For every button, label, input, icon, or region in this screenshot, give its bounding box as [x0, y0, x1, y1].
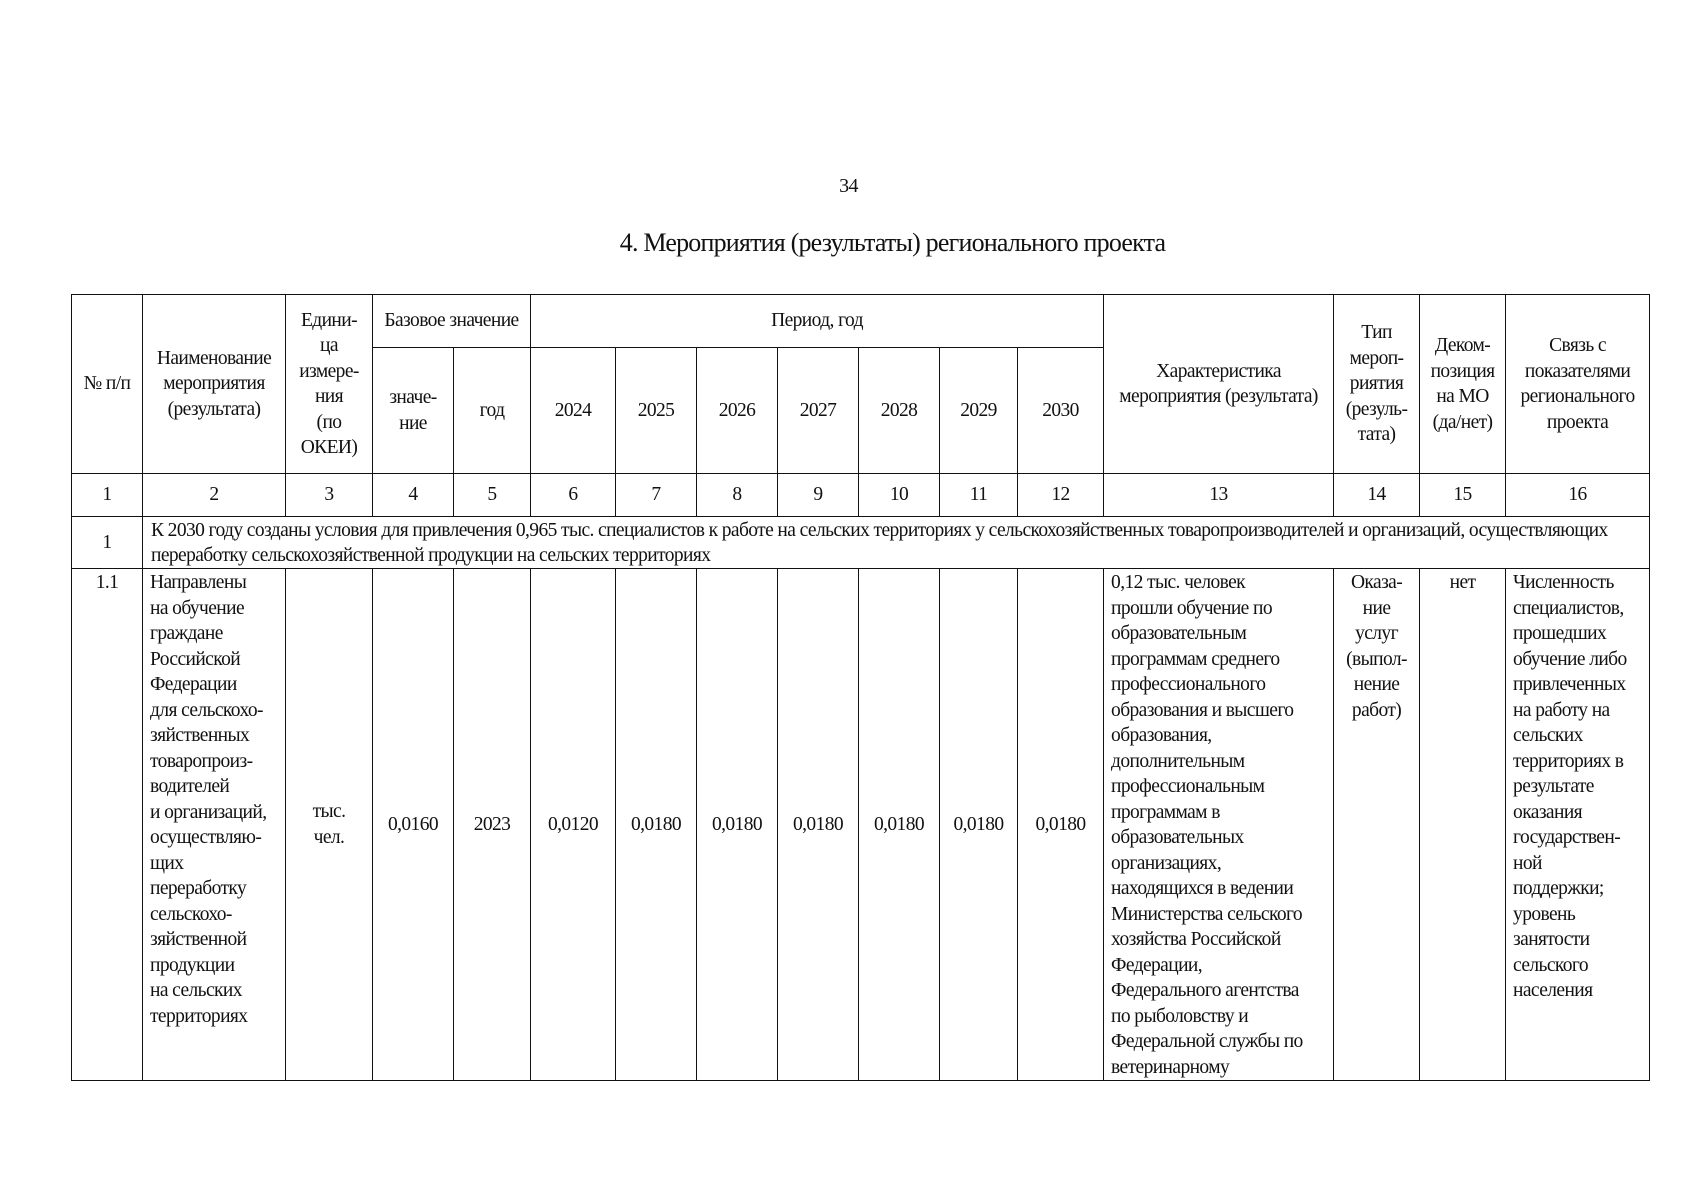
- header-year-2025: 2025: [616, 348, 697, 474]
- column-number: 14: [1334, 474, 1420, 517]
- table-row: [72, 569, 1650, 1081]
- row-type: Оказа- ние услуг (выпол- нение работ): [1334, 569, 1420, 1081]
- row-value-2029: 0,0180: [940, 569, 1018, 1081]
- column-number: 16: [1506, 474, 1650, 517]
- column-number: 7: [616, 474, 697, 517]
- row-value-2028: 0,0180: [859, 569, 940, 1081]
- column-number: 5: [454, 474, 531, 517]
- header-period: Период, год: [531, 295, 1104, 348]
- column-number: 6: [531, 474, 616, 517]
- column-number: 8: [697, 474, 778, 517]
- column-number: 2: [143, 474, 286, 517]
- row-decomposition: нет: [1420, 569, 1506, 1081]
- section-title: 4. Мероприятия (результаты) регионального проекта: [619, 228, 1166, 257]
- row-value-2030: 0,0180: [1018, 569, 1104, 1081]
- header-base-value: значе- ние: [373, 348, 454, 474]
- goal-text: К 2030 году созданы условия для привлечения 0,965 тыс. специалистов к работе на сельских территориях у сельскохозяйственных товаропроизводителей и организаций, осуществляющих переработку сельскохозяйственной продукции на сельских территориях: [143, 517, 1650, 569]
- row-value-2027: 0,0180: [778, 569, 859, 1081]
- header-base-year: год: [454, 348, 531, 474]
- header-year-2030: 2030: [1018, 348, 1104, 474]
- header-characteristic: Характеристика мероприятия (результата): [1104, 295, 1334, 474]
- events-table: [71, 294, 1650, 1081]
- row-characteristic: 0,12 тыс. человек прошли обучение по образовательным программам среднего профессионального образования и высшего образования, дополнительным профессиональным программам в образовательных организациях, находящихся в ведении Министерства сельского хозяйства Российской Федерации, Федерального агентства по рыболовству и Федеральной службы по ветеринарному: [1104, 569, 1334, 1081]
- header-year-2029: 2029: [940, 348, 1018, 474]
- row-number: 1.1: [72, 569, 143, 1081]
- page-number: 34: [839, 175, 858, 197]
- column-number: 15: [1420, 474, 1506, 517]
- row-link: Численность специалистов, прошедших обучение либо привлеченных на работу на сельских территориях в результате оказания государствен- ной поддержки; уровень занятости сельского населения: [1506, 569, 1650, 1081]
- header-year-2028: 2028: [859, 348, 940, 474]
- header-name: Наименование мероприятия (результата): [143, 295, 286, 474]
- header-year-2027: 2027: [778, 348, 859, 474]
- column-number: 11: [940, 474, 1018, 517]
- header-no: № п/п: [72, 295, 143, 474]
- column-number: 1: [72, 474, 143, 517]
- header-base: Базовое значение: [373, 295, 531, 348]
- header-year-2026: 2026: [697, 348, 778, 474]
- row-value-2026: 0,0180: [697, 569, 778, 1081]
- column-number: 13: [1104, 474, 1334, 517]
- row-unit: тыс. чел.: [286, 569, 373, 1081]
- row-base-year: 2023: [454, 569, 531, 1081]
- header-type: Тип мероп- риятия (резуль- тата): [1334, 295, 1420, 474]
- header-unit: Едини- ца измере- ния (по ОКЕИ): [286, 295, 373, 474]
- column-number: 9: [778, 474, 859, 517]
- column-number: 12: [1018, 474, 1104, 517]
- column-number: 4: [373, 474, 454, 517]
- header-link: Связь с показателями регионального проекта: [1506, 295, 1650, 474]
- row-name: Направлены на обучение граждане Российской Федерации для сельскохо- зяйственных товаропроиз- водителей и организаций, осуществляю- щих переработку сельскохо- зяйственной продукции на сельских территориях: [143, 569, 286, 1081]
- row-base-value: 0,0160: [373, 569, 454, 1081]
- column-numbers-row: [72, 474, 1650, 517]
- header-row-1: [72, 295, 1650, 348]
- goal-row: [72, 517, 1650, 569]
- row-value-2025: 0,0180: [616, 569, 697, 1081]
- column-number: 3: [286, 474, 373, 517]
- goal-number: 1: [72, 517, 143, 569]
- column-number: 10: [859, 474, 940, 517]
- row-value-2024: 0,0120: [531, 569, 616, 1081]
- header-decomposition: Деком- позиция на МО (да/нет): [1420, 295, 1506, 474]
- header-year-2024: 2024: [531, 348, 616, 474]
